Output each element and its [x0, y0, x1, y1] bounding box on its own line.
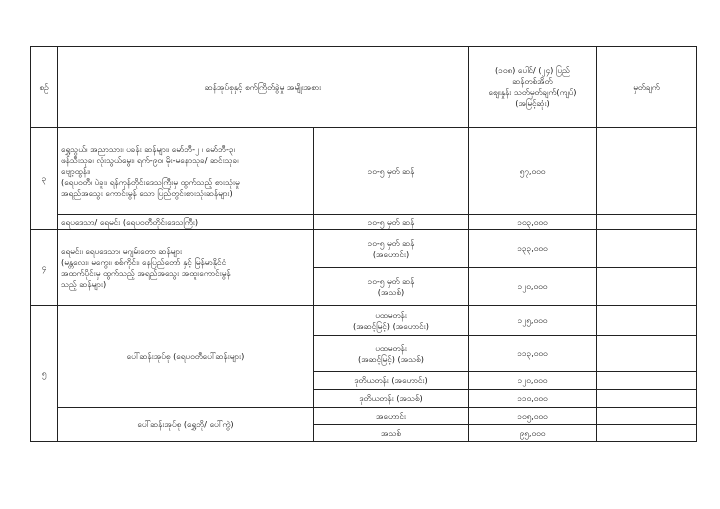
- remark-cell: [597, 425, 697, 442]
- price-cell: ၁၀၃,၀၀၀: [469, 215, 597, 230]
- grade-cell: ဒုတိယတန်း (အသစ်): [314, 390, 469, 408]
- table-row: [31, 215, 697, 230]
- grade-cell: အဟောင်း: [314, 408, 469, 425]
- header-type: ဆန်အုပ်စုနှင့် စက်ကြိတ်ခွဲမှု အမျိုးအစား: [58, 47, 469, 128]
- price-cell: ၁၂၅,၀၀၀: [469, 306, 597, 336]
- grade-cell: ၁၀-၅ မှတ် ဆန် (အသစ်): [314, 268, 469, 306]
- header-remark: မှတ်ချက်: [597, 47, 697, 128]
- grade-cell: ၁၀-၅ မှတ် ဆန်: [314, 128, 469, 215]
- remark-cell: [597, 408, 697, 425]
- table-row: [31, 306, 697, 336]
- header-price: (၁၀၈) ပေါင်/ (၂၄) ပြည် ဆန်တစ်အိတ် ဈေးနှုန်း သတ်မှတ်ချက်(ကျပ်) (အမြင့်ဆုံး): [469, 47, 597, 128]
- price-cell: ၉၅,၀၀၀: [469, 425, 597, 442]
- remark-cell: [597, 372, 697, 390]
- remark-cell: [597, 215, 697, 230]
- table-row: [31, 128, 697, 215]
- price-cell: ၁၂၀,၀၀၀: [469, 268, 597, 306]
- remark-cell: [597, 230, 697, 268]
- row-number: ၅: [31, 306, 58, 442]
- remark-cell: [597, 306, 697, 336]
- rice-type-cell: ပေါ်ဆန်းအုပ်စု (ရွှေဘို/ ပေါ်ကွဲ): [58, 408, 314, 442]
- price-cell: ၁၀၅,၀၀၀: [469, 408, 597, 425]
- rice-type-cell: ရေပဒေသာ/ ရေမင်း (ရေပဝတီတိုင်းဒေသကြီး): [58, 215, 314, 230]
- grade-cell: ပထမတန်း (အဆင့်မြင့်) (အဟောင်း): [314, 306, 469, 336]
- price-cell: ၁၁၃,၀၀၀: [469, 336, 597, 372]
- table-row: [31, 230, 697, 268]
- grade-cell: ၁၀-၅ မှတ် ဆန် (အဟောင်း): [314, 230, 469, 268]
- grade-cell: ၁၀-၅ မှတ် ဆန်: [314, 215, 469, 230]
- header-row: [31, 47, 697, 128]
- grade-cell: ဒုတိယတန်း (အဟောင်း): [314, 372, 469, 390]
- price-cell: ၁၂၀,၀၀၀: [469, 372, 597, 390]
- price-cell: ၅၇,၀၀၀: [469, 128, 597, 215]
- remark-cell: [597, 128, 697, 215]
- row-number: ၄: [31, 230, 58, 306]
- remark-cell: [597, 390, 697, 408]
- rice-price-table: [30, 46, 697, 442]
- rice-type-cell: ပေါ်ဆန်းအုပ်စု (ရေပဝတီပေါ်ဆန်းများ): [58, 306, 314, 408]
- price-cell: ၁၁၀,၀၀၀: [469, 390, 597, 408]
- rice-type-cell: ရေမင်း၊ ရေပဒေသာ၊ မဂျမ်းတော ဆန်များ (မန္တလေး၊ မကွေး၊ စစ်ကိုင်း၊ နေပြည်တော် နှင့် မြန်မာနိုင်ငံ အထက်ပိုင်းမှ ထွက်သည့် အရည်အသွေး အထူးကောင်းမွန် သည့် ဆန်များ): [58, 230, 314, 306]
- grade-cell: အသစ်: [314, 425, 469, 442]
- grade-cell: ပထမတန်း (အဆင့်မြင့်) (အသစ်): [314, 336, 469, 372]
- row-number: ၃: [31, 128, 58, 230]
- remark-cell: [597, 268, 697, 306]
- rice-type-cell: ရွှေသွယ်၊ အညာသား၊ ပခန်း ဆန်များ၊ မော်ဘီ-၂ ၊ မော်ဘီ-၃၊ ဖန်သီးသုခ၊ လုံးသွယ်မွေး၊ ရက်-၉၀၊ မိုး-မနောသုခ/ ဆင်းသုခ၊ ဗျော့ထွန်း၊ (ရေပဝတီ၊ ပဲခူး၊ ရန်ကုန်တိုင်းဒေသကြီးမှ ထွက်သည့် စားသုံးမှု အရည်အသွေး ကောင်းမွန် သော ပြည်တွင်းစားသုံးဆန်များ): [58, 128, 314, 215]
- table-row: [31, 408, 697, 425]
- header-no: စဉ်: [31, 47, 58, 128]
- remark-cell: [597, 336, 697, 372]
- price-cell: ၁၃၃,၀၀၀: [469, 230, 597, 268]
